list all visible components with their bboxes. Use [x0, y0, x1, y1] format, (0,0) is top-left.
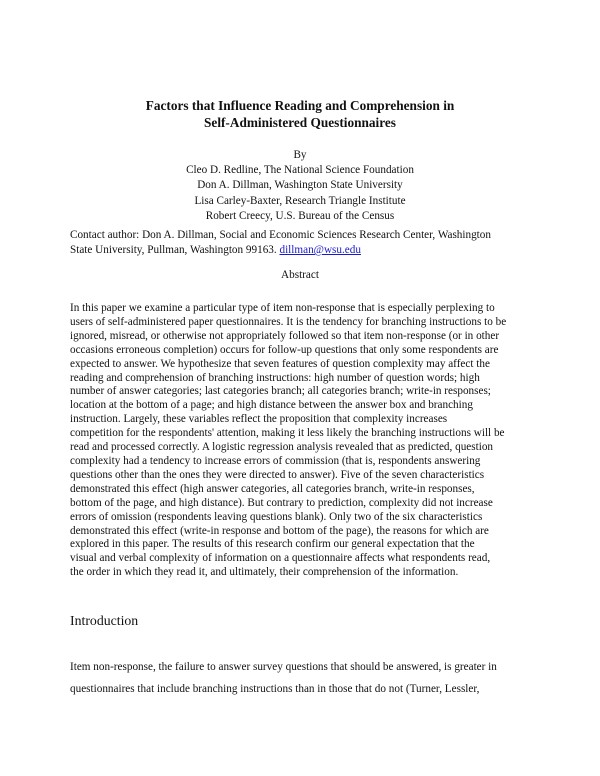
abstract-line: errors of omission (respondents leaving questions blank). Only two of the six characteristics: [70, 510, 483, 523]
paper-title: [0, 97, 600, 131]
abstract-line: questions other than the ones they were directed to answer). Five of the seven characteristics: [70, 468, 485, 481]
abstract-line: demonstrated this effect (write-in response and bottom of the page), the reasons for which are: [70, 524, 489, 537]
abstract-line: instruction. Largely, these variables reflect the proposition that complexity increases: [70, 413, 448, 426]
abstract-line: read and processed correctly. A logistic regression analysis revealed that as predicted, question: [70, 441, 494, 454]
author-line: Robert Creecy, U.S. Bureau of the Census: [205, 209, 395, 222]
abstract-line: bottom of the page, and high distance). But contrary to prediction, complexity did not increase: [70, 496, 493, 509]
abstract-line: In this paper we examine a particular type of item non-response that is especially perplexing to: [70, 302, 495, 314]
author-block: [0, 148, 600, 224]
contact-line-2: [70, 243, 540, 258]
author-line: Don A. Dillman, Washington State University: [197, 179, 403, 192]
abstract-line: occasions erroneous completion) occurs for follow-up questions that only some respondents are: [70, 343, 499, 356]
abstract-line: expected to answer. We hypothesize that seven features of question complexity may affect the: [70, 357, 490, 370]
author-line: Cleo D. Redline, The National Science Foundation: [186, 164, 414, 177]
title-line-2: Self-Administered Questionnaires: [204, 115, 396, 130]
title-line-1: Factors that Influence Reading and Comprehension in: [145, 98, 455, 113]
introduction-heading: Introduction: [70, 613, 139, 628]
abstract-line: demonstrated this effect (high answer categories, all categories branch, write-in responses,: [70, 482, 475, 495]
contact-author: [70, 228, 540, 258]
abstract-line: number of answer categories; last categories branch; all categories branch; write-in responses;: [70, 385, 491, 398]
abstract-line: competition for the respondents' attention, making it less likely the branching instructions will be: [70, 427, 505, 440]
author-line: Lisa Carley-Baxter, Research Triangle Institute: [194, 194, 406, 207]
by-label: By: [293, 149, 307, 161]
abstract-heading: Abstract: [281, 269, 319, 281]
abstract-line: explored in this paper. The results of this research confirm our general expectation that the: [70, 538, 475, 551]
abstract-line: reading and comprehension of branching instructions: high number of question words; high: [70, 371, 480, 384]
abstract-line: location at the bottom of a page; and high distance between the answer box and branching: [70, 399, 473, 412]
contact-address: State University, Pullman, Washington 99163.: [70, 244, 280, 256]
abstract-line: the order in which they read it, and ultimately, their comprehension of the information.: [70, 566, 459, 579]
intro-line: Item non-response, the failure to answer survey questions that should be answered, is greater in: [70, 661, 497, 673]
abstract-line: complexity had a tendency to increase errors of commission (that is, respondents answering: [70, 454, 481, 467]
contact-line-1: Contact author: Don A. Dillman, Social and Economic Sciences Research Center, Washington: [70, 229, 491, 241]
contact-email-link[interactable]: dillman@wsu.edu: [279, 244, 361, 256]
introduction-body: [70, 656, 542, 700]
abstract-line: users of self-administered paper questionnaires. It is the tendency for branching instructions to be: [70, 315, 507, 328]
intro-line: questionnaires that include branching instructions than in those that do not (Turner, Lessler,: [70, 683, 480, 695]
abstract-body: [70, 302, 542, 580]
abstract-line: visual and verbal complexity of information on a questionnaire affects what respondents read,: [70, 552, 491, 565]
abstract-line: ignored, misread, or otherwise not appropriately followed so that item non-response (or in other: [70, 329, 500, 342]
